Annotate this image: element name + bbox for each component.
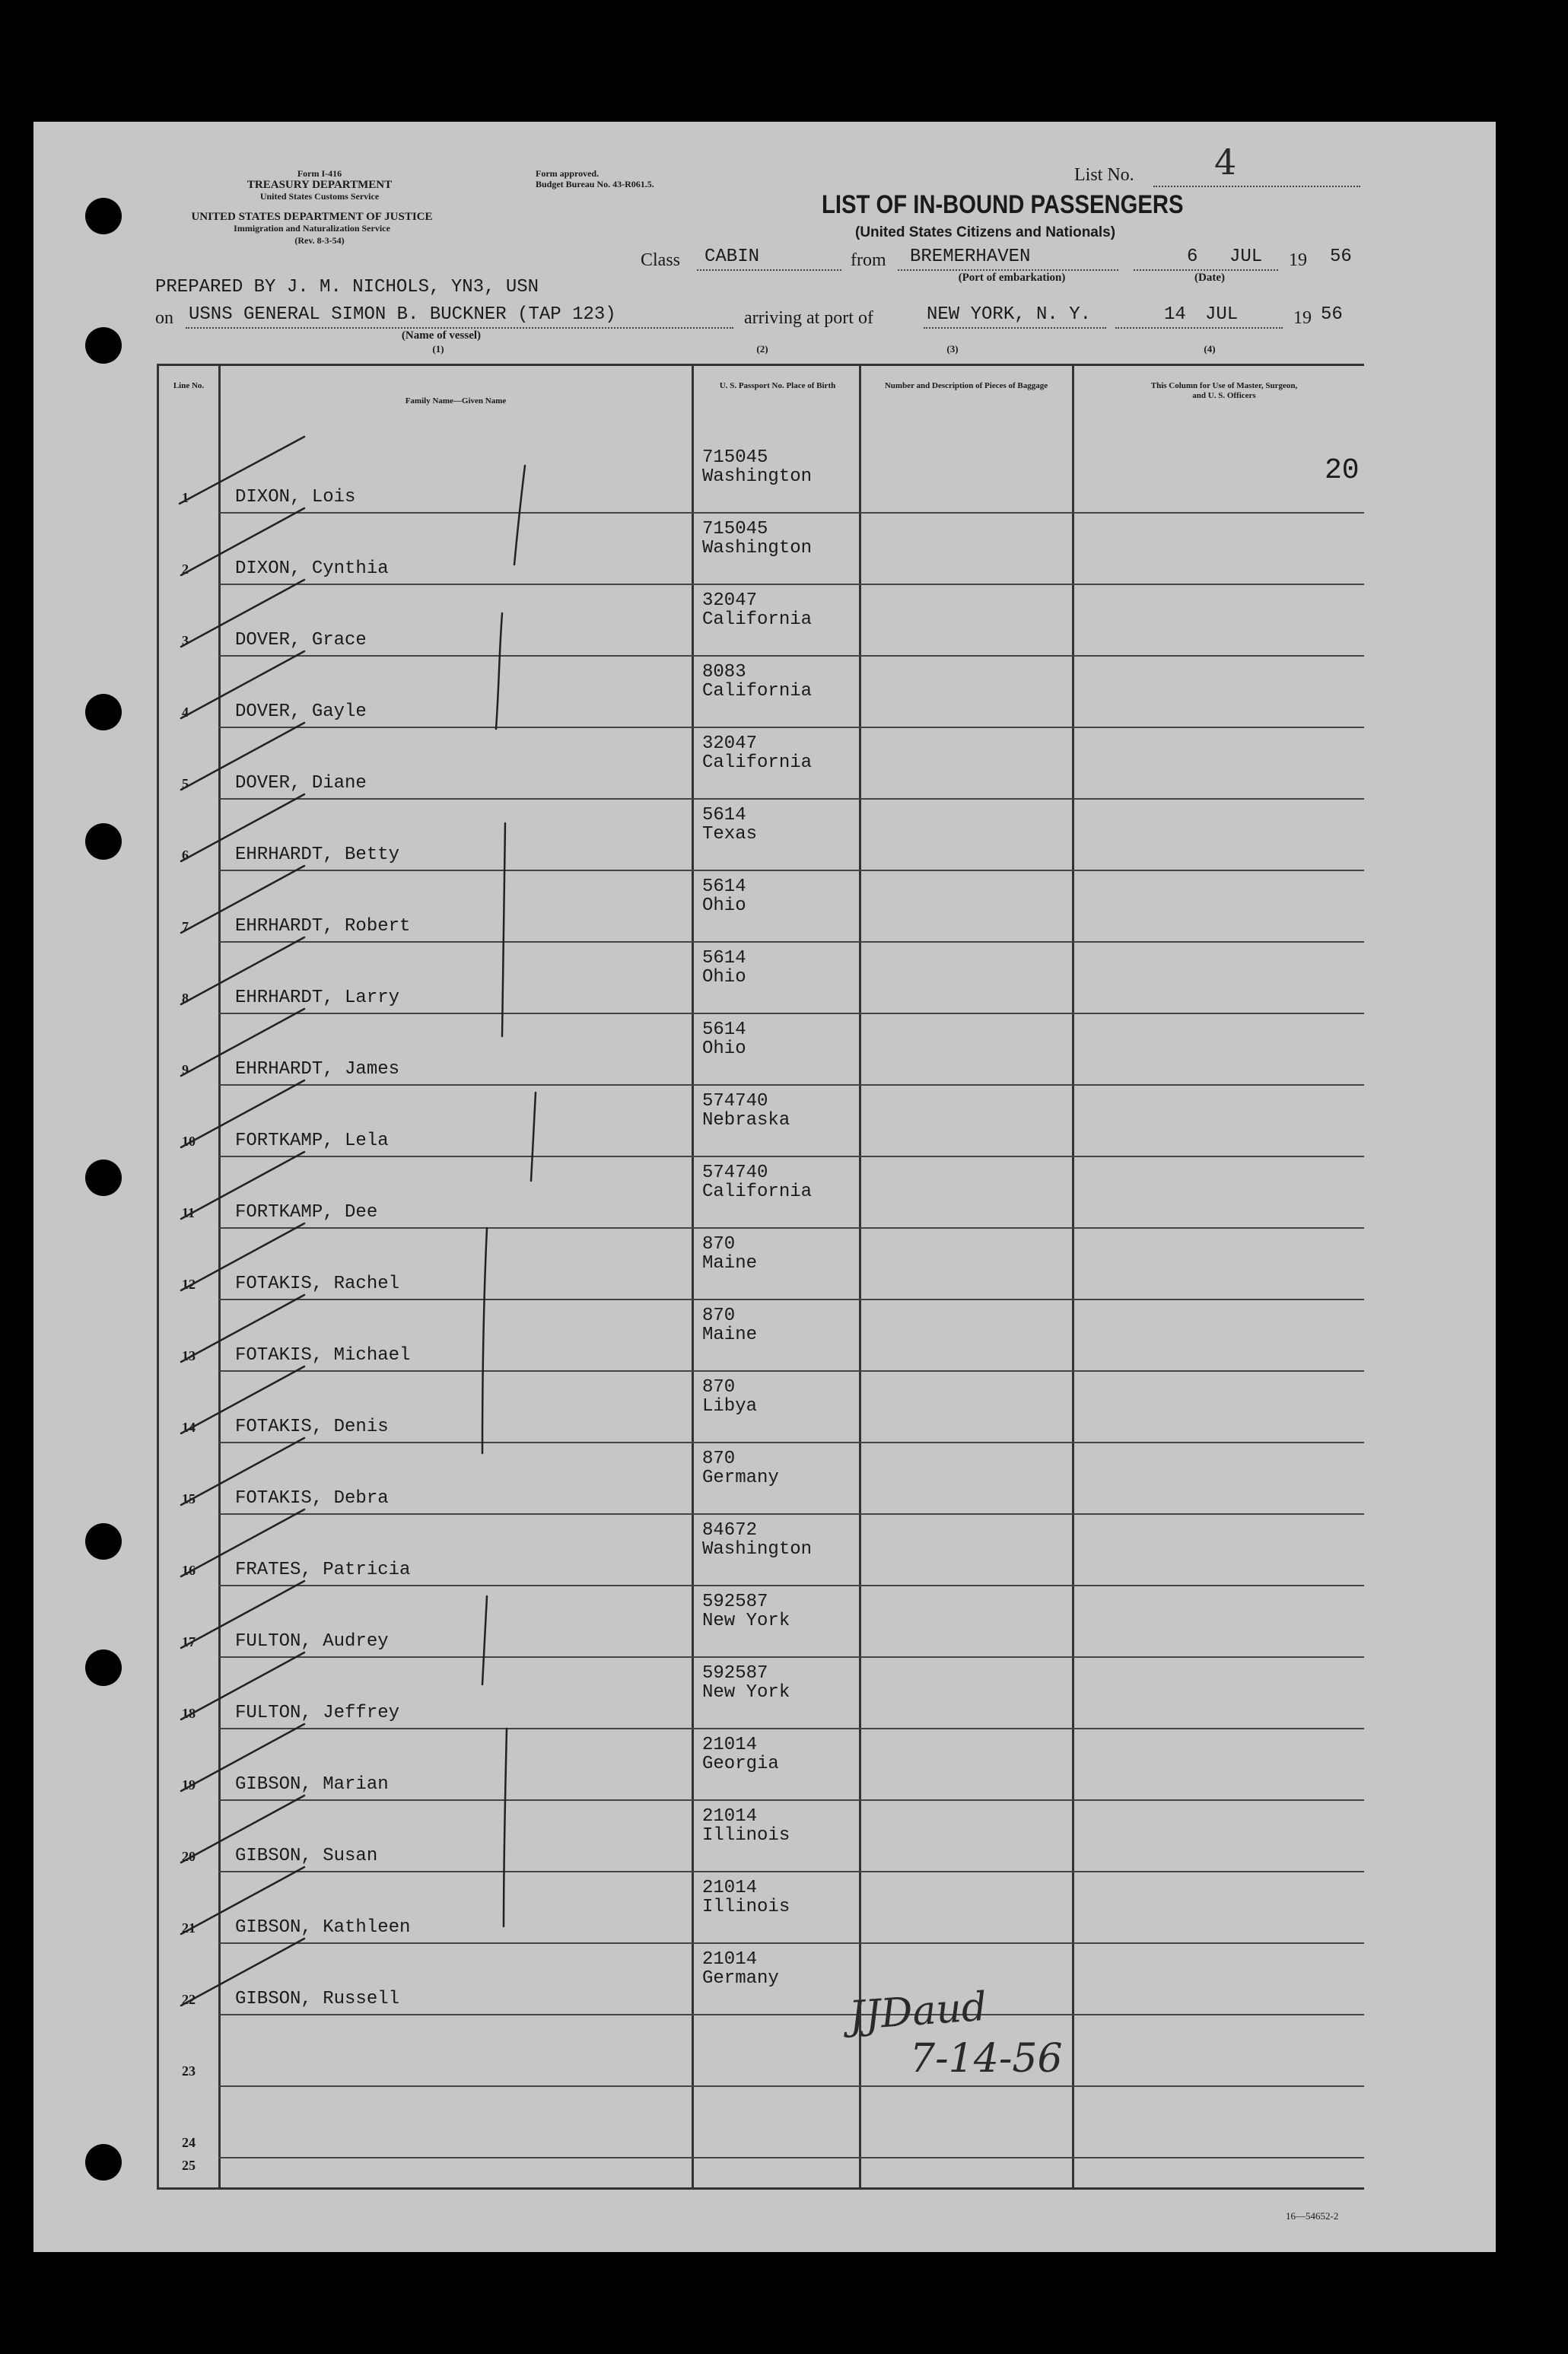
passport-cell [702,1020,746,1058]
arrival-month: JUL [1205,304,1239,325]
passport-number: 21014 [702,1735,758,1755]
class-label: Class [641,250,681,270]
table-row [159,1586,1364,1658]
table-row [159,442,1364,514]
passenger-name: GIBSON, Kathleen [235,1917,411,1938]
passport-number: 592587 [702,1592,768,1612]
table-row [159,2015,1364,2087]
line-number: 19 [182,1777,196,1793]
passport-number: 574740 [702,1163,768,1183]
line-number: 6 [182,848,189,863]
count-note: 20 [1325,454,1360,487]
line-number: 25 [182,2158,196,2173]
treasury-dept: TREASURY DEPARTMENT [246,179,393,191]
table-row [159,1872,1364,1944]
binder-hole [85,1160,122,1196]
line-number: 8 [182,991,189,1006]
passenger-name: GIBSON, Marian [235,1774,389,1795]
signature-date: 7-14-56 [910,2036,1063,2082]
passport-number: 592587 [702,1663,768,1684]
table-row [159,514,1364,585]
date-month: JUL [1229,247,1263,267]
line-number: 24 [182,2135,196,2150]
birth-place: California [702,681,813,702]
birth-place: Maine [702,1325,758,1346]
passport-number: 5614 [702,948,746,969]
passport-number: 5614 [702,876,746,897]
passport-cell [702,1378,757,1416]
vessel-line [186,327,733,329]
port-caption: (Port of embarkation) [958,272,1066,284]
vessel-name: USNS GENERAL SIMON B. BUCKNER (TAP 123) [189,304,616,325]
passenger-name: FOTAKIS, Rachel [235,1274,400,1294]
passport-number: 870 [702,1234,736,1255]
birth-place: California [702,1182,813,1203]
date-year-prefix: 19 [1289,250,1307,270]
table-row [159,1014,1364,1086]
passenger-name: EHRHARDT, Betty [235,845,400,865]
passport-cell [702,1306,757,1344]
form-subtitle: (United States Citizens and Nationals) [855,224,1116,240]
line-number: 21 [182,1920,196,1936]
passport-number: 870 [702,1306,736,1326]
arrival-year-prefix: 19 [1293,308,1312,328]
birth-place: Texas [702,824,758,845]
passport-cell [702,520,812,558]
table-row [159,1443,1364,1515]
birth-place: Washington [702,466,813,488]
table-row [159,1086,1364,1157]
arrival-year: 56 [1321,304,1343,325]
birth-place: Germany [702,1968,779,1990]
line-number: 16 [182,1563,196,1578]
passport-number: 715045 [702,519,768,539]
binder-hole [85,823,122,860]
passport-cell [702,1592,790,1630]
birth-place: California [702,752,813,774]
passenger-name: FOTAKIS, Michael [235,1345,411,1366]
passport-cell [702,1878,790,1917]
birth-place: Ohio [702,967,746,988]
table-row [159,1229,1364,1300]
table-row [159,1944,1364,2015]
binder-hole [85,694,122,730]
budget-bureau: Budget Bureau No. 43-R061.5. [536,179,654,189]
passport-number: 5614 [702,1020,746,1040]
passenger-name: FRATES, Patricia [235,1560,411,1580]
customs-service: United States Customs Service [259,191,380,202]
passenger-name: FORTKAMP, Lela [235,1131,389,1151]
passport-cell [702,734,812,772]
birth-place: New York [702,1611,790,1632]
birth-place: Ohio [702,1039,746,1060]
footer-code: 16—54652-2 [1286,2210,1339,2222]
list-no-line [1153,186,1360,187]
list-no-label: List No. [1074,165,1134,185]
passport-cell [702,1950,779,1988]
passport-number: 574740 [702,1091,768,1112]
line-number: 23 [182,2063,196,2079]
ins-service: Immigration and Naturalization Service [234,223,390,234]
passenger-name: GIBSON, Russell [235,1989,400,2009]
arriving-label: arriving at port of [744,308,873,328]
line-number: 5 [182,776,189,791]
justice-dept: UNITED STATES DEPARTMENT OF JUSTICE [191,211,433,223]
passport-cell [702,1807,790,1845]
col1-number: (1) [432,343,444,355]
col-header-baggage: Number and Description of Pieces of Baggage [884,381,1048,390]
form-number: Form I-416 [297,168,342,179]
passport-cell [702,663,812,701]
line-number: 11 [182,1205,196,1220]
passenger-name: EHRHARDT, James [235,1059,400,1080]
passenger-name: DOVER, Grace [235,630,367,651]
line-number: 7 [182,919,189,934]
line-number: 12 [182,1277,196,1292]
passport-cell [702,1235,757,1273]
passport-cell [702,1664,790,1702]
binder-hole [85,1649,122,1686]
col-header-name: Family Name—Given Name [405,396,507,406]
passport-cell [702,1735,779,1773]
table-row [159,2158,1364,2181]
passport-number: 715045 [702,447,768,468]
passenger-name: FOTAKIS, Debra [235,1488,389,1509]
line-number: 1 [182,490,189,505]
from-line [898,269,1118,271]
binder-hole [85,198,122,234]
birth-place: California [702,609,813,631]
arrival-port: NEW YORK, N. Y. [927,304,1092,325]
passport-number: 21014 [702,1878,758,1898]
binder-hole [85,327,122,364]
birth-place: Ohio [702,895,746,917]
table-row [159,1372,1364,1443]
officer-signature: JJDaud [848,1983,989,2040]
arrival-date-line [1115,327,1283,329]
prepared-by: PREPARED BY J. M. NICHOLS, YN3, USN [155,277,539,297]
birth-place: Libya [702,1396,758,1417]
table-row [159,585,1364,657]
vessel-caption: (Name of vessel) [401,329,482,342]
table-row [159,657,1364,728]
passenger-name: DIXON, Lois [235,487,356,507]
passport-number: 21014 [702,1949,758,1970]
passenger-name: FOTAKIS, Denis [235,1417,389,1437]
line-number: 17 [182,1634,196,1649]
table-row [159,1801,1364,1872]
class-value: CABIN [704,247,760,267]
date-day: 6 [1187,247,1198,267]
passenger-name: FULTON, Audrey [235,1631,389,1652]
birth-place: New York [702,1682,790,1703]
passport-number: 870 [702,1449,736,1469]
birth-place: Nebraska [702,1110,790,1131]
col-header-officers: This Column for Use of Master, Surgeon, and U. S. Officers [1150,381,1298,401]
line-number: 22 [182,1992,196,2007]
passport-cell [702,591,812,629]
line-number: 9 [182,1062,189,1077]
from-value: BREMERHAVEN [910,247,1031,267]
col-header-passport: U. S. Passport No. Place of Birth [719,381,836,390]
form-approved: Form approved. [536,168,600,179]
arrival-day: 14 [1164,304,1186,325]
line-number: 15 [182,1491,196,1506]
line-number: 2 [182,561,189,577]
list-no-value: 4 [1214,142,1237,183]
date-caption: (Date) [1194,272,1225,284]
passenger-table [157,364,1364,2190]
passport-cell [702,949,746,987]
passenger-name: EHRHARDT, Robert [235,916,411,937]
passport-cell [702,806,757,844]
line-number: 4 [182,705,189,720]
col4-number: (4) [1204,343,1216,355]
revision-date: (Rev. 8-3-54) [294,235,345,246]
birth-place: Washington [702,538,813,559]
table-row [159,800,1364,871]
table-row [159,1300,1364,1372]
table-row [159,2087,1364,2158]
binder-hole [85,2144,122,2181]
passport-cell [702,1449,779,1487]
passenger-name: DOVER, Gayle [235,701,367,722]
passport-cell [702,1163,812,1201]
col2-number: (2) [756,343,768,355]
passenger-name: FULTON, Jeffrey [235,1703,400,1723]
table-row [159,728,1364,800]
table-row [159,943,1364,1014]
passport-cell [702,1521,812,1559]
line-number: 10 [182,1134,196,1149]
class-line [697,269,841,271]
passenger-name: EHRHARDT, Larry [235,988,400,1008]
passport-number: 84672 [702,1520,758,1541]
birth-place: Germany [702,1468,779,1489]
passenger-name: DOVER, Diane [235,773,367,794]
col3-number: (3) [946,343,959,355]
table-row [159,1515,1364,1586]
date-year: 56 [1330,247,1352,267]
passenger-name: DIXON, Cynthia [235,558,389,579]
birth-place: Illinois [702,1825,790,1847]
on-label: on [155,308,173,328]
line-number: 13 [182,1348,196,1363]
birth-place: Georgia [702,1754,779,1775]
passport-cell [702,1092,790,1130]
from-label: from [851,250,886,270]
table-row [159,871,1364,943]
line-number: 14 [182,1420,196,1435]
date-line [1134,269,1278,271]
line-number: 18 [182,1706,196,1721]
birth-place: Illinois [702,1897,790,1918]
passport-cell [702,877,746,915]
passport-number: 32047 [702,733,758,754]
passport-number: 32047 [702,590,758,611]
passport-number: 5614 [702,805,746,825]
table-row [159,1157,1364,1229]
line-number: 20 [182,1849,196,1864]
binder-hole [85,1523,122,1560]
col-header-line: Line No. [173,381,205,390]
passport-number: 870 [702,1377,736,1398]
birth-place: Maine [702,1253,758,1274]
table-row [159,1658,1364,1729]
passport-number: 8083 [702,662,746,682]
passport-number: 21014 [702,1806,758,1827]
passenger-name: GIBSON, Susan [235,1846,378,1866]
form-title: LIST OF IN-BOUND PASSENGERS [822,190,1184,219]
arrival-port-line [924,327,1106,329]
birth-place: Washington [702,1539,813,1560]
passport-cell [702,448,812,486]
passenger-name: FORTKAMP, Dee [235,1202,378,1223]
table-row [159,1729,1364,1801]
line-number: 3 [182,633,189,648]
